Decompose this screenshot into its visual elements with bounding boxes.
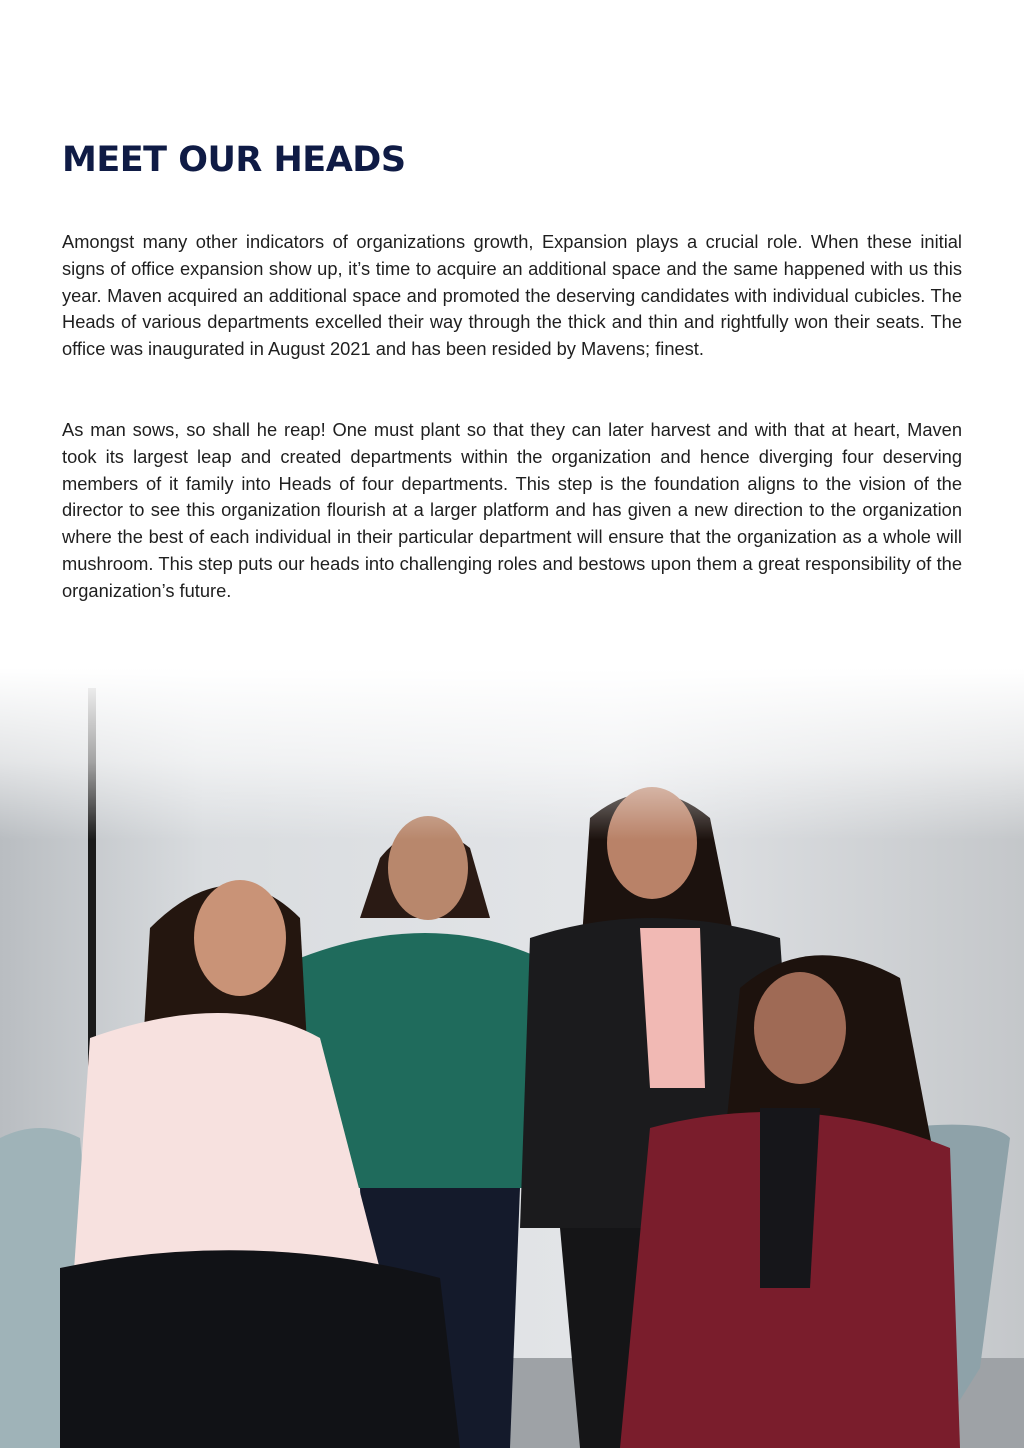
- intro-paragraph: Amongst many other indicators of organizations growth, Expansion plays a crucial role. When these initial signs of office expansion show up, it’s time to acquire an additional space and the same happened with us this year. Maven acquired an additional space and promoted the deserving candidates with individual cubicles. The Heads of various departments excelled their way through the thick and thin and rightfully won their seats. The office was inaugurated in August 2021 and has been resided by Mavens; finest.: [62, 231, 962, 360]
- team-group-photo: [0, 668, 1024, 1448]
- top-fade: [0, 668, 1024, 1448]
- page-title: MEET OUR HEADS: [62, 140, 406, 180]
- leadership-paragraph: As man sows, so shall he reap! One must plant so that they can later harvest and with that at heart, Maven took its largest leap and created departments within the organization and hence diverging four deserving members of it family into Heads of four departments. This step is the foundation aligns to the vision of the director to see this organization flourish at a larger platform and has given a new direction to the organization where the best of each individual in their particular department will ensure that the organization as a whole will mushroom. This step puts our heads into challenging roles and bestows upon them a great responsibility of the organization’s future.: [62, 419, 962, 601]
